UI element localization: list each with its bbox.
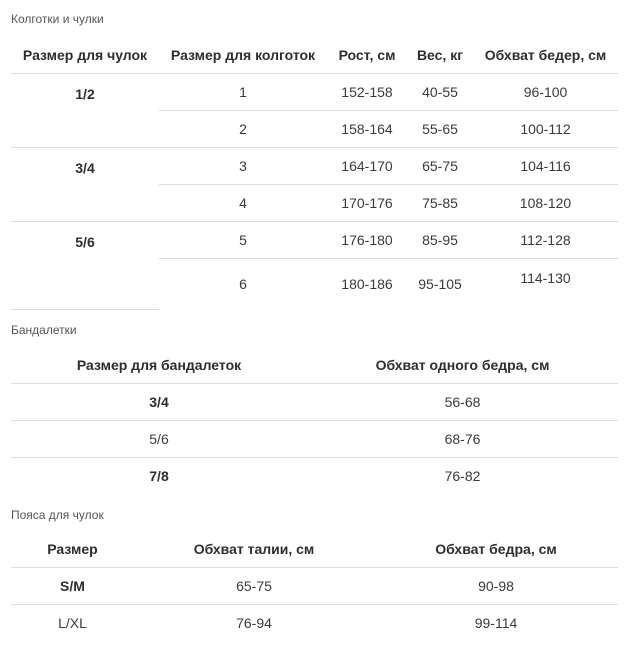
table-row (11, 383, 618, 420)
hips-cell: 108-120 (473, 184, 618, 221)
table-header-row (11, 347, 618, 383)
table-row (11, 604, 618, 641)
tights-size-cell: 2 (159, 110, 327, 147)
tights-caption: Колготки и чулки (11, 12, 104, 26)
column-header-waist: Обхват талии, см (134, 531, 374, 567)
hips-cell: 114-130 (520, 269, 571, 286)
tights-size-table (11, 38, 618, 310)
weight-cell: 85-95 (407, 221, 473, 258)
hips-cell: 104-116 (473, 147, 618, 184)
stocking-size-group: 5/6 (11, 221, 159, 309)
tights-size-cell: 6 (239, 275, 247, 292)
belt-size-cell: L/XL (58, 614, 87, 631)
column-header-weight: Вес, кг (407, 38, 473, 73)
band-size-cell: 3/4 (11, 383, 307, 420)
weight-cell: 75-85 (407, 184, 473, 221)
hips-cell: 100-112 (473, 110, 618, 147)
height-cell: 180-186 (341, 275, 393, 292)
belts-caption: Пояса для чулок (11, 508, 104, 522)
waist-cell: 76-94 (236, 614, 272, 631)
table-header-row (11, 531, 618, 567)
stocking-size-group: 3/4 (11, 147, 159, 221)
column-header-hips: Обхват бедер, см (473, 38, 618, 73)
column-header-height: Рост, см (327, 38, 407, 73)
table-row (11, 567, 618, 604)
tights-size-cell: 5 (159, 221, 327, 258)
stocking-size-group: 1/2 (11, 73, 159, 147)
height-cell: 164-170 (327, 147, 407, 184)
band-size-cell: 5/6 (11, 420, 307, 457)
tights-size-cell: 1 (159, 73, 327, 110)
belt-size-cell: S/M (11, 567, 134, 604)
thigh-cell: 68-76 (307, 420, 618, 457)
tights-size-cell: 4 (159, 184, 327, 221)
column-header-hip: Обхват бедра, см (374, 531, 618, 567)
height-cell: 152-158 (327, 73, 407, 110)
tights-size-cell: 3 (159, 147, 327, 184)
height-cell: 176-180 (327, 221, 407, 258)
table-header-row (11, 38, 618, 73)
table-row (11, 420, 618, 457)
hip-cell: 99-114 (474, 614, 518, 631)
weight-cell: 40-55 (407, 73, 473, 110)
height-cell: 158-164 (327, 110, 407, 147)
table-row (11, 457, 618, 494)
table-row (11, 73, 618, 110)
hip-cell: 90-98 (374, 567, 618, 604)
weight-cell: 55-65 (407, 110, 473, 147)
thigh-cell: 76-82 (444, 467, 481, 484)
waist-cell: 65-75 (134, 567, 374, 604)
column-header-belt-size: Размер (11, 531, 134, 567)
bands-size-table (11, 347, 618, 494)
table-row (11, 147, 618, 184)
hips-cell: 96-100 (473, 73, 618, 110)
band-size-cell: 7/8 (149, 467, 169, 484)
column-header-band-size: Размер для бандалеток (11, 347, 307, 383)
bands-caption: Бандалетки (11, 323, 77, 337)
column-header-stocking-size: Размер для чулок (11, 38, 159, 73)
belts-size-table (11, 531, 618, 641)
column-header-thigh: Обхват одного бедра, см (307, 347, 618, 383)
weight-cell: 65-75 (407, 147, 473, 184)
hips-cell: 112-128 (473, 221, 618, 258)
column-header-tights-size: Размер для колготок (159, 38, 327, 73)
table-row (11, 221, 618, 258)
height-cell: 170-176 (327, 184, 407, 221)
weight-cell: 95-105 (418, 275, 462, 292)
thigh-cell: 56-68 (307, 383, 618, 420)
